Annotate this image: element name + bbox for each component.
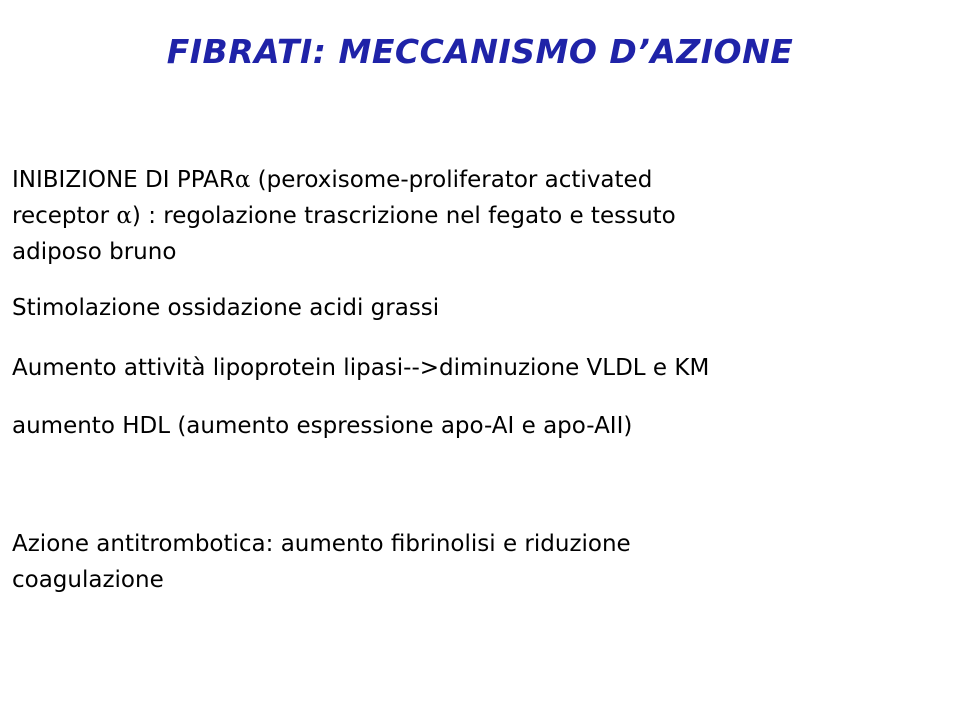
paragraph-lipoprotein-lipase: Aumento attività lipoprotein lipasi-->diminuzione VLDL e KM xyxy=(12,355,710,381)
paragraph-fatty-acid-oxidation: Stimolazione ossidazione acidi grassi xyxy=(12,295,440,321)
alpha-symbol: α xyxy=(116,203,132,229)
slide-title: FIBRATI: MECCANISMO D’AZIONE xyxy=(166,32,794,71)
text-run: ) : regolazione trascrizione nel fegato e tessuto xyxy=(131,203,676,229)
text-run: receptor xyxy=(12,203,117,229)
paragraph-line: Azione antitrombotica: aumento fibrinolisi e riduzione xyxy=(12,531,631,557)
paragraph-line xyxy=(12,198,932,234)
text-run: INIBIZIONE DI PPAR xyxy=(12,167,235,193)
paragraph-hdl-increase: aumento HDL (aumento espressione apo-AI e apo-AII) xyxy=(12,413,633,439)
paragraph-line: coagulazione xyxy=(12,567,164,593)
paragraph-antithrombotic xyxy=(12,526,932,598)
paragraph-ppar-inhibition xyxy=(12,162,932,270)
paragraph-line: adiposo bruno xyxy=(12,239,177,265)
text-run: (peroxisome-proliferator activated xyxy=(250,167,653,193)
paragraph-line xyxy=(12,162,932,198)
alpha-symbol: α xyxy=(234,167,251,193)
